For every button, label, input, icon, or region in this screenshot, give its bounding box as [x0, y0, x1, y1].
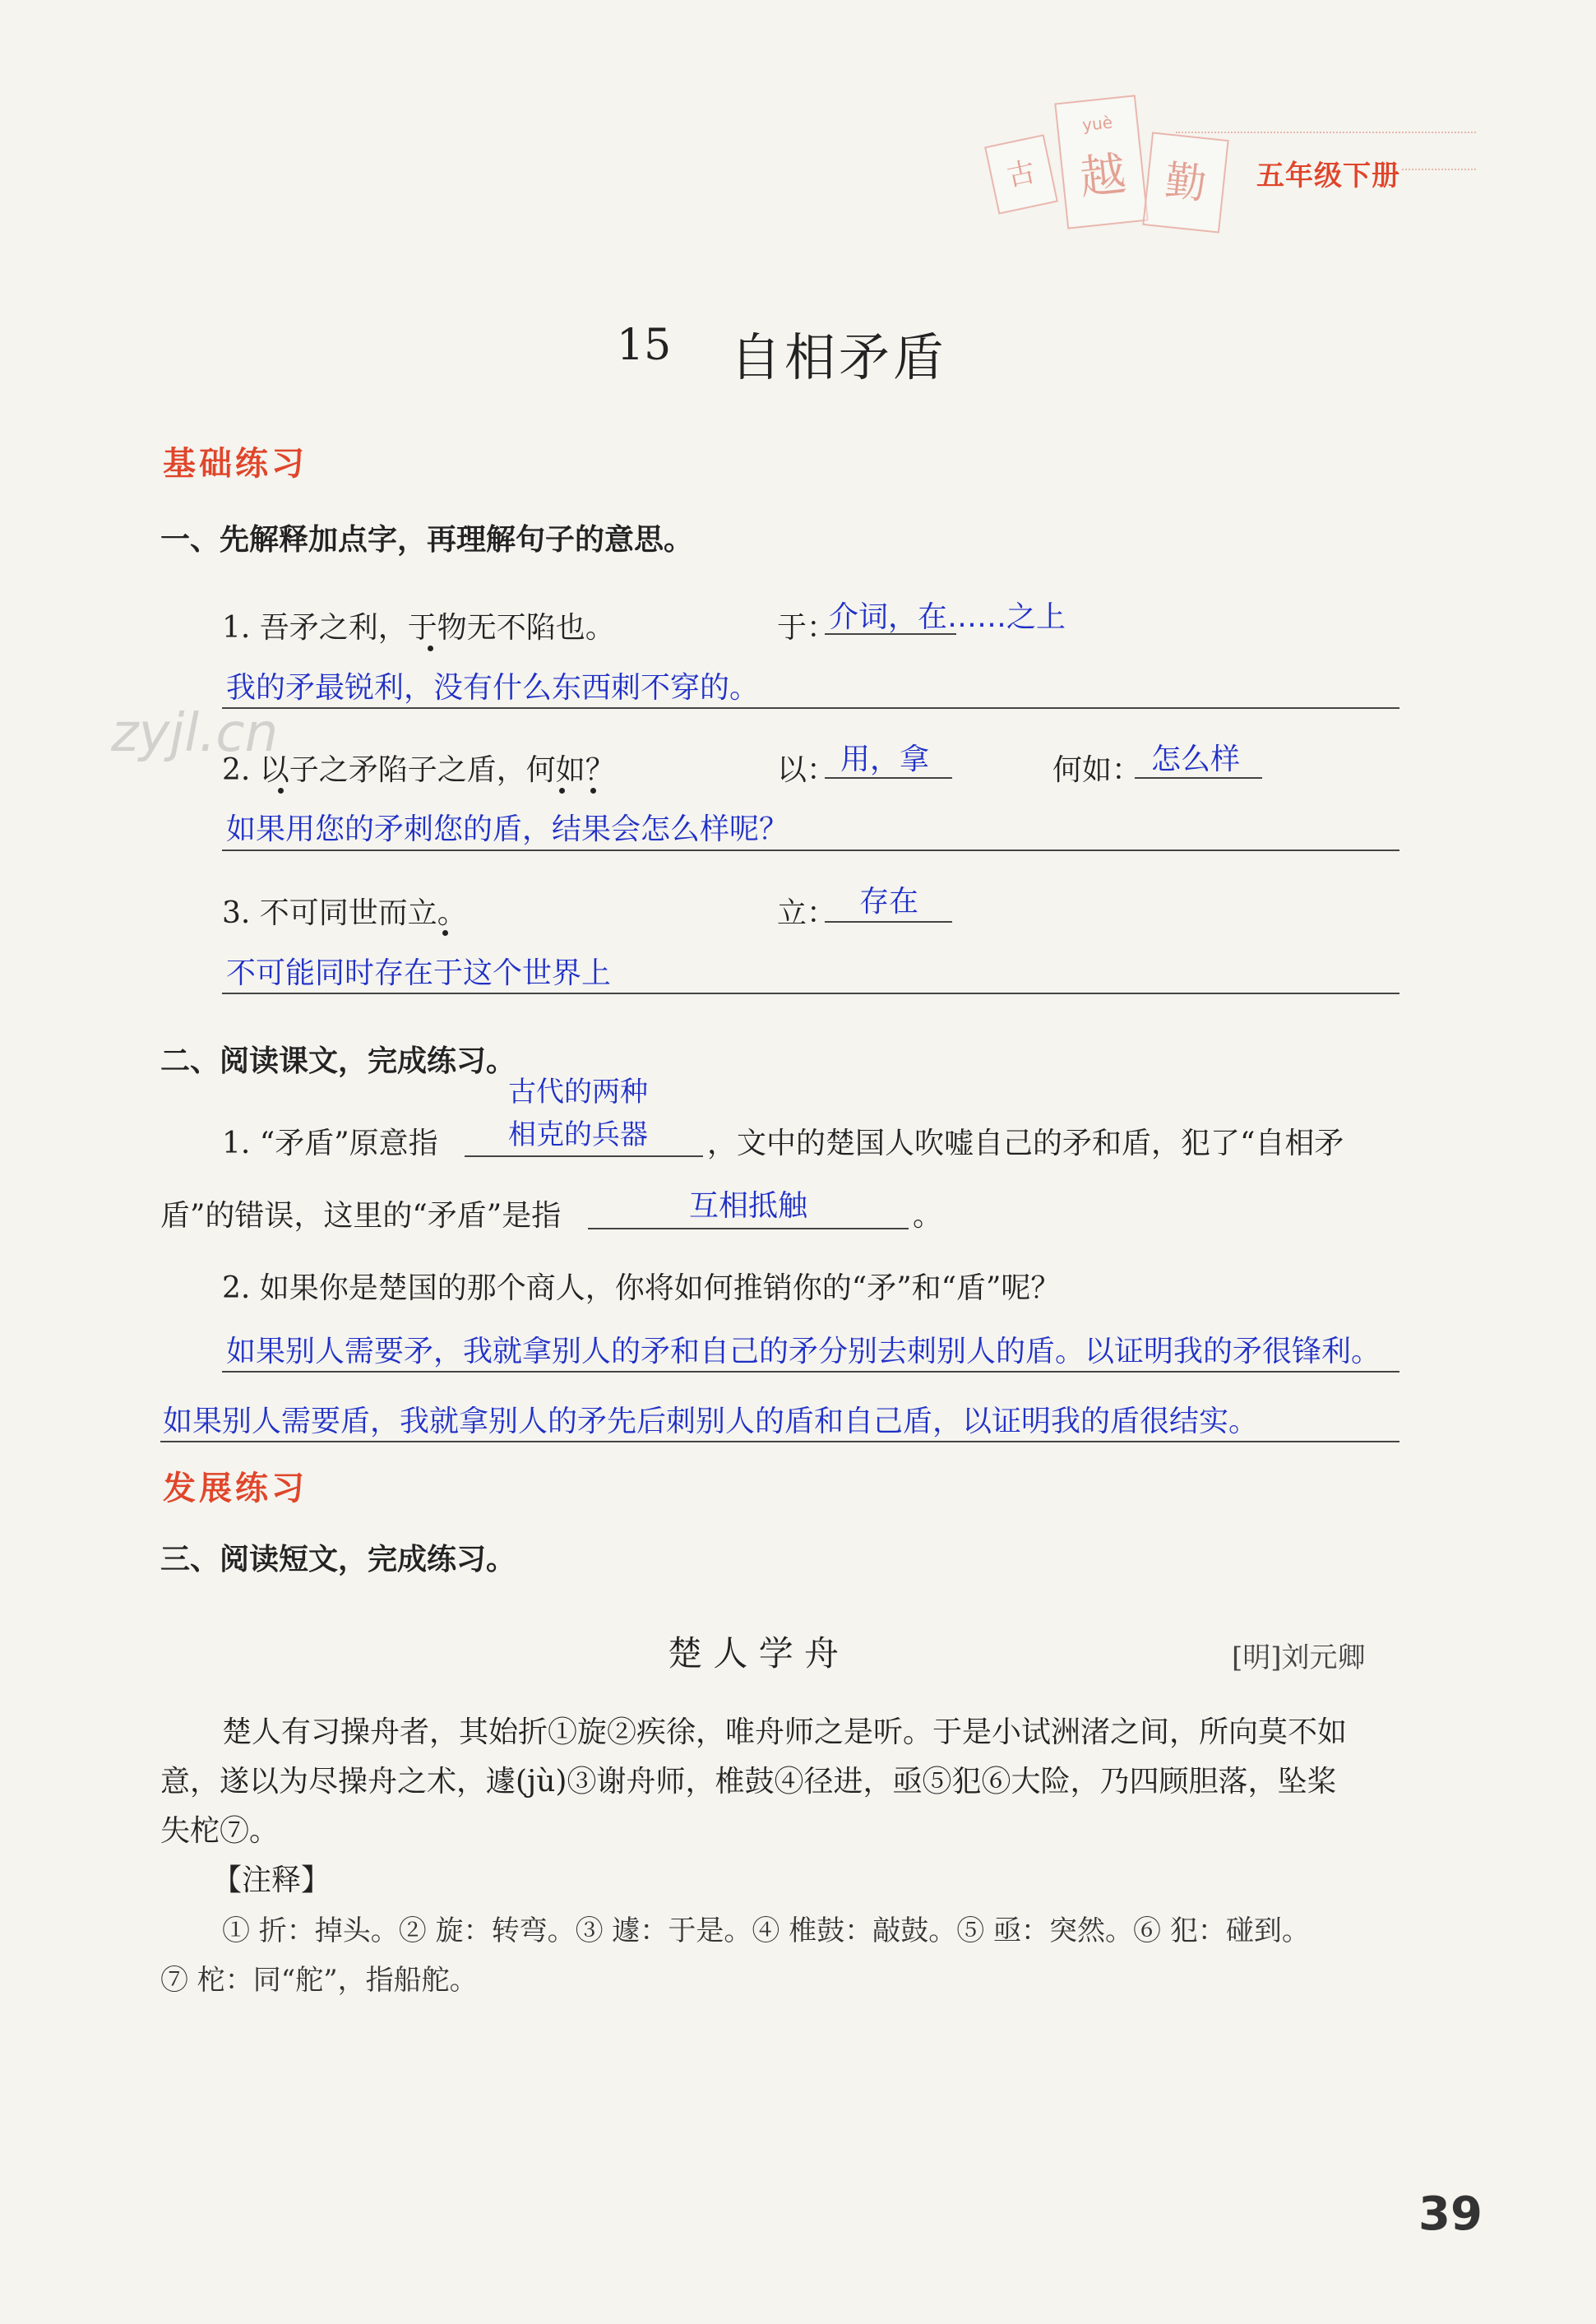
q1-item3-sentence-answer: 不可能同时存在于这个世界上 — [226, 956, 612, 990]
q2-item2-answer-2: 如果别人需要盾，我就拿别人的矛先后刺别人的盾和自己盾，以证明我的盾很结实。 — [163, 1405, 1259, 1438]
q1-item3-answer-line — [222, 993, 1399, 994]
q1-item2-word2-label: 何如： — [1052, 753, 1142, 787]
watermark: zyjl.cn — [111, 703, 279, 764]
section-basic-heading: 基础练习 — [163, 445, 308, 483]
stamp-3-text: 勤 — [1163, 156, 1209, 209]
q2-item2-answer-line-2 — [160, 1441, 1399, 1442]
q1-item1-sentence-answer: 我的矛最锐利，没有什么东西刺不穿的。 — [226, 671, 760, 705]
emphasis-dot — [278, 788, 284, 794]
header-dotted-line-bottom — [1402, 169, 1476, 170]
notes-line: ⑦ 柁：同“舵”，指船舵。 — [160, 1964, 478, 1997]
emphasis-dot — [559, 788, 565, 794]
header-stamp-3 — [1142, 132, 1228, 233]
q1-item3-word-answer: 存在 — [859, 885, 919, 919]
q1-item3-sentence: 3. 不可同世而立。 — [222, 896, 467, 930]
q2-item2-answer-1: 如果别人需要矛，我就拿别人的矛和自己的矛分别去刺别人的盾。以证明我的矛很锋利。 — [226, 1335, 1381, 1368]
lesson-number: 15 — [617, 321, 672, 370]
stamp-2-pinyin: yuè — [1081, 112, 1114, 136]
q2-item2-answer-line-1 — [222, 1371, 1399, 1373]
q1-item2-word-line — [825, 777, 952, 779]
q1-item1-sentence: 1. 吾矛之利，于物无不陷也。 — [222, 611, 615, 645]
q1-item2-word2-answer: 怎么样 — [1151, 743, 1241, 776]
q2-item1-text-a: 1. “矛盾”原意指 — [222, 1127, 438, 1160]
q2-heading: 二、阅读课文，完成练习。 — [160, 1044, 516, 1078]
q1-item2-word2-line — [1135, 777, 1262, 779]
notes-label: 【注释】 — [212, 1863, 331, 1897]
header-stamp-1 — [984, 134, 1058, 215]
lesson-title: 自相矛盾 — [730, 327, 948, 387]
passage-line: 意，遂以为尽操舟之术，遽(jù)③谢舟师，椎鼓④径进，亟⑤犯⑥大险，乃四顾胆落，坠桨 — [160, 1765, 1337, 1799]
q2-item1-answer-b-line — [588, 1228, 909, 1229]
q2-item1-answer-a-line2: 相克的兵器 — [508, 1118, 648, 1151]
q3-heading: 三、阅读短文，完成练习。 — [160, 1543, 516, 1576]
passage-title: 楚 人 学 舟 — [668, 1633, 840, 1674]
emphasis-dot — [590, 788, 596, 794]
stamp-1-text: 古 — [1004, 155, 1039, 194]
q1-item3-word-line — [825, 921, 952, 923]
page-number: 39 — [1418, 2187, 1483, 2241]
q1-heading: 一、先解释加点字，再理解句子的意思。 — [160, 523, 694, 557]
q1-item1-word-label: 于： — [777, 611, 837, 645]
passage-line: 失柁⑦。 — [160, 1814, 280, 1848]
q1-item2-answer-line — [222, 850, 1399, 851]
q2-item1-answer-a-line — [465, 1155, 703, 1157]
emphasis-dot — [442, 930, 448, 936]
q1-item1-word-answer: 介词，在……之上 — [829, 600, 1066, 634]
q2-item1-text-c: 盾”的错误，这里的“矛盾”是指 — [160, 1199, 562, 1233]
q2-item1-text-b: ，文中的楚国人吹嘘自己的矛和盾，犯了“自相矛 — [707, 1127, 1344, 1160]
passage-line: 楚人有习操舟者，其始折①旋②疾徐，唯舟师之是听。于是小试洲渚之间，所向莫不如 — [222, 1715, 1348, 1749]
q2-item2-text: 2. 如果你是楚国的那个商人，你将如何推销你的“矛”和“盾”呢？ — [222, 1271, 1061, 1305]
q1-item1-word-line — [825, 633, 956, 635]
grade-label: 五年级下册 — [1256, 160, 1400, 192]
q1-item2-sentence: 2. 以子之矛陷子之盾，何如？ — [222, 753, 615, 787]
passage-author: [明]刘元卿 — [1232, 1641, 1366, 1674]
q2-item1-answer-b: 互相抵触 — [689, 1189, 808, 1223]
q1-item2-word-answer: 用，拿 — [840, 743, 930, 776]
emphasis-dot — [428, 646, 433, 651]
header-stamp-2 — [1054, 95, 1149, 229]
section-develop-heading: 发展练习 — [163, 1470, 308, 1507]
q1-item3-word-label: 立： — [777, 896, 837, 930]
stamp-2-text: 越 — [1077, 147, 1129, 206]
q1-item1-answer-line — [222, 707, 1399, 709]
header-dotted-line-top — [1176, 132, 1476, 133]
notes-line: ① 折：掉头。② 旋：转弯。③ 遽：于是。④ 椎鼓：敲鼓。⑤ 亟：突然。⑥ 犯：碰到。 — [222, 1914, 1310, 1947]
q2-item1-answer-a-line1: 古代的两种 — [508, 1076, 648, 1109]
q2-item1-text-d: 。 — [913, 1199, 943, 1233]
q1-item2-sentence-answer: 如果用您的矛刺您的盾，结果会怎么样呢？ — [226, 812, 789, 846]
q1-item2-word-label: 以： — [777, 753, 837, 787]
